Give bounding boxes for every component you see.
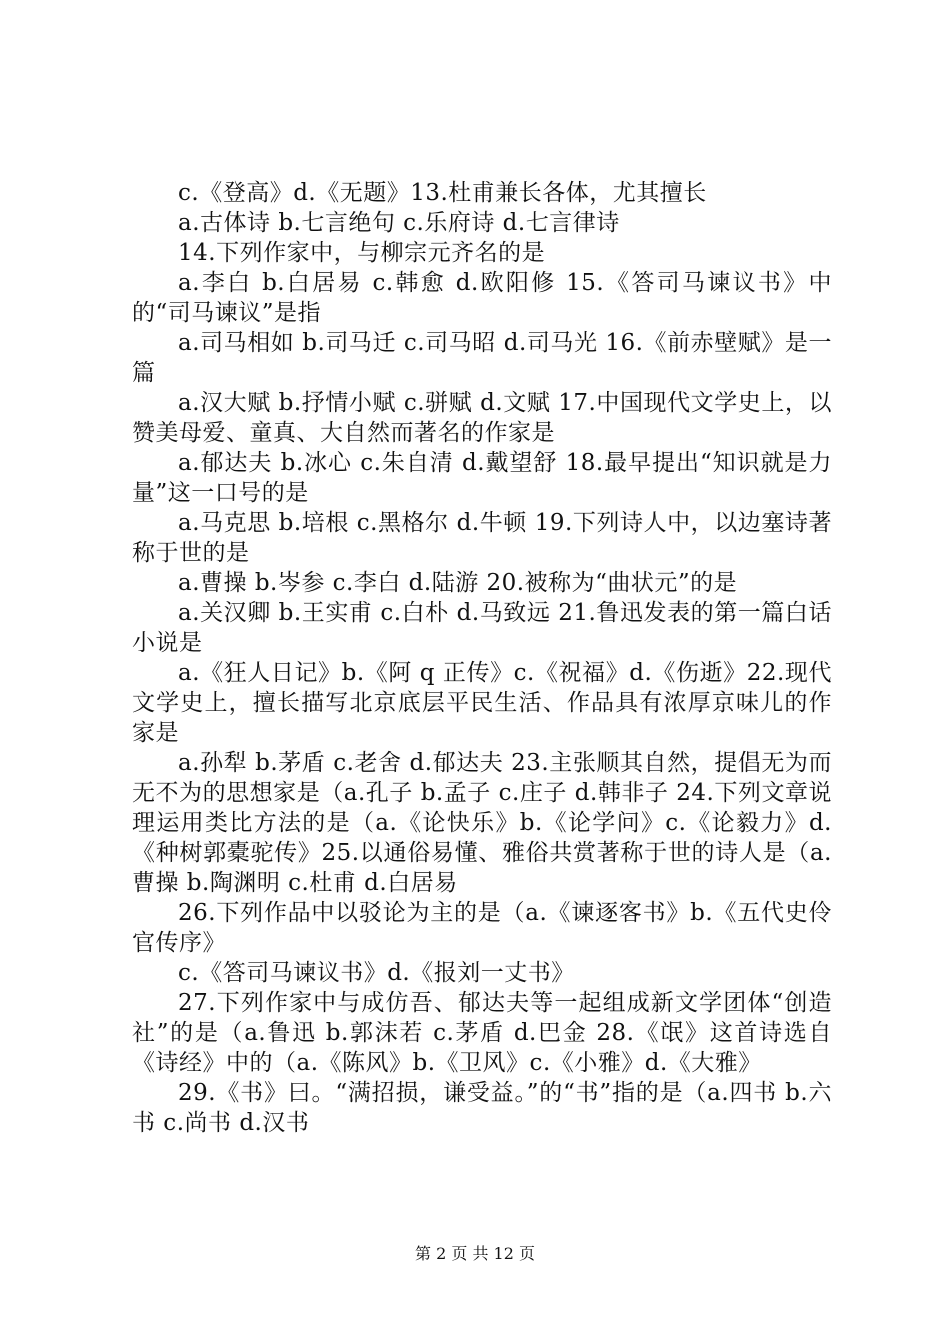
page-number: 第 2 页 共 12 页: [415, 1244, 535, 1263]
paragraph-14: c.《答司马谏议书》d.《报刘一丈书》: [178, 960, 575, 986]
paragraph-2: a.古体诗 b.七言绝句 c.乐府诗 d.七言律诗: [178, 210, 620, 236]
paragraph-12: a.孙犁 b.茅盾 c.老舍 d.郁达夫 23.主张顺其自然，提倡无为而无不为的思想家是（a.孔子 b.孟子 c.庄子 d.韩非子 24.下列文章说理运用类比方法的是（a.《论快乐》b.《论学问》c.《论毅力》d.《种树郭橐驼传》25.以通俗易懂、雅俗共赏著称于世的诗人是（a.曹操 b.陶渊明 c.杜甫 d.白居易: [132, 750, 832, 896]
paragraph-1: c.《登高》d.《无题》13.杜甫兼长各体，尤其擅长: [178, 180, 707, 206]
paragraph-6: a.汉大赋 b.抒情小赋 c.骈赋 d.文赋 17.中国现代文学史上，以赞美母爱、童真、大自然而著名的作家是: [132, 390, 832, 446]
paragraph-13: 26.下列作品中以驳论为主的是（a.《谏逐客书》b.《五代史伶官传序》: [132, 900, 832, 956]
paragraph-8: a.马克思 b.培根 c.黑格尔 d.牛顿 19.下列诗人中，以边塞诗著称于世的是: [132, 510, 832, 566]
paragraph-11: a.《狂人日记》b.《阿 q 正传》c.《祝福》d.《伤逝》22.现代文学史上，擅长描写北京底层平民生活、作品具有浓厚京味儿的作家是: [132, 660, 832, 746]
paragraph-15: 27.下列作家中与成仿吾、郁达夫等一起组成新文学团体“创造社”的是（a.鲁迅 b.郭沫若 c.茅盾 d.巴金 28.《氓》这首诗选自《诗经》中的（a.《陈风》b.《卫风》c.《小雅》d.《大雅》: [132, 990, 832, 1076]
paragraph-7: a.郁达夫 b.冰心 c.朱自清 d.戴望舒 18.最早提出“知识就是力量”这一口号的是: [132, 450, 832, 506]
paragraph-3: 14.下列作家中，与柳宗元齐名的是: [178, 240, 546, 266]
document-body: [132, 178, 832, 1138]
paragraph-5: a.司马相如 b.司马迁 c.司马昭 d.司马光 16.《前赤壁赋》是一篇: [132, 330, 832, 386]
paragraph-4: a.李白 b.白居易 c.韩愈 d.欧阳修 15.《答司马谏议书》中的“司马谏议”是指: [132, 270, 832, 326]
paragraph-16: 29.《书》曰。“满招损，谦受益。”的“书”指的是（a.四书 b.六书 c.尚书 d.汉书: [132, 1080, 832, 1136]
paragraph-10: a.关汉卿 b.王实甫 c.白朴 d.马致远 21.鲁迅发表的第一篇白话小说是: [132, 600, 832, 656]
paragraph-9: a.曹操 b.岑参 c.李白 d.陆游 20.被称为“曲状元”的是: [178, 570, 738, 596]
